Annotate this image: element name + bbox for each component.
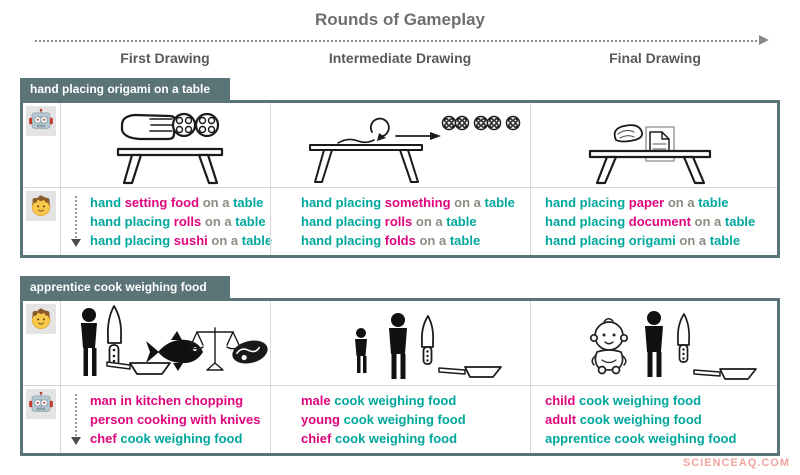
drawing-intermediate-figures-knife-pan — [270, 301, 530, 385]
guess-word: cook weighing food — [120, 431, 243, 446]
guess-line — [301, 212, 515, 231]
page-title: Rounds of Gameplay — [314, 10, 486, 29]
guess-word: on a — [202, 195, 230, 210]
section-table — [20, 100, 780, 258]
drawing-intermediate-table-unfold — [270, 103, 530, 187]
column-header-first: First Drawing — [120, 50, 210, 66]
guess-word: on a — [667, 195, 695, 210]
guess-cell-final — [530, 385, 777, 453]
guess-line — [545, 193, 755, 212]
column-header-intermediate: Intermediate Drawing — [328, 50, 472, 66]
guess-word: hand placing — [90, 233, 171, 248]
section-label: hand placing origami on a table — [20, 78, 230, 100]
guess-word: table — [709, 233, 741, 248]
guess-word: man in kitchen chopping — [90, 393, 244, 408]
guess-word: hand placing origami — [545, 233, 676, 248]
guess-word: cook weighing food — [343, 412, 466, 427]
guess-line — [90, 193, 272, 212]
guess-word: chief — [301, 431, 332, 446]
guess-word: on a — [211, 233, 239, 248]
guess-line — [545, 212, 755, 231]
drawing-first-hand-rolls-table — [60, 103, 270, 187]
guess-word: rolls — [384, 214, 413, 229]
guess-cell-first — [60, 385, 270, 453]
guess-word: something — [384, 195, 451, 210]
guess-cell-intermediate — [270, 187, 530, 255]
person-face-icon — [26, 304, 56, 334]
section-origami — [20, 78, 780, 258]
guess-line — [90, 231, 272, 250]
drawer-icon-cell — [23, 103, 60, 187]
guess-word: table — [484, 195, 515, 210]
guess-line — [545, 231, 755, 250]
guess-line — [545, 429, 736, 448]
guess-word: setting food — [124, 195, 200, 210]
guess-word: hand placing — [301, 214, 382, 229]
guess-cell-intermediate — [270, 385, 530, 453]
guess-line — [90, 410, 260, 429]
guesser-icon-cell — [23, 385, 60, 453]
guess-word: folds — [384, 233, 416, 248]
robot-face-icon — [26, 106, 56, 136]
column-header-final: Final Drawing — [609, 50, 701, 66]
guess-word: person cooking with knives — [90, 412, 261, 427]
guess-line — [90, 429, 260, 448]
guess-word: hand placing — [301, 195, 382, 210]
guess-word: hand placing — [90, 214, 171, 229]
guess-word: cook weighing food — [334, 431, 458, 446]
guess-word: on a — [679, 233, 707, 248]
guess-line — [545, 410, 736, 429]
guess-word: hand placing — [545, 195, 626, 210]
guess-word: table — [449, 233, 481, 248]
guess-word: table — [724, 214, 756, 229]
guesser-icon-cell — [23, 187, 60, 255]
section-label: apprentice cook weighing food — [20, 276, 230, 298]
guess-word: table — [233, 195, 264, 210]
guess-line — [90, 391, 260, 410]
guess-line — [301, 429, 466, 448]
guess-word: hand placing — [545, 214, 626, 229]
right-arrow-icon — [759, 35, 769, 45]
guess-word: cook weighing food — [578, 393, 702, 408]
guess-word: child — [545, 393, 576, 408]
guess-word: chef — [90, 431, 117, 446]
guess-word: hand placing — [301, 233, 382, 248]
guess-cell-final — [530, 187, 777, 255]
guess-line — [301, 391, 466, 410]
guess-word: hand — [90, 195, 122, 210]
guess-word: sushi — [173, 233, 208, 248]
guess-word: adult — [545, 412, 577, 427]
guess-word: table — [698, 195, 729, 210]
guess-word: on a — [694, 214, 722, 229]
guess-word: cook weighing food — [334, 393, 457, 408]
guess-word: on a — [415, 214, 443, 229]
timeline-dotted-arrow — [35, 40, 765, 42]
guess-line — [301, 410, 466, 429]
guess-cell-first — [60, 187, 273, 255]
drawing-final-baby-figure-knife-pan — [530, 301, 777, 385]
down-arrow-icon — [71, 394, 81, 445]
watermark: SCIENCEAQ.COM — [682, 457, 790, 469]
guess-word: table — [446, 214, 477, 229]
guess-line — [301, 193, 515, 212]
section-apprentice-cook — [20, 276, 780, 456]
guess-word: apprentice cook weighing food — [545, 431, 737, 446]
guess-word: cook weighing food — [579, 412, 702, 427]
guess-word: paper — [628, 195, 665, 210]
guess-word: table — [235, 214, 266, 229]
guess-word: on a — [419, 233, 447, 248]
guess-line — [301, 231, 515, 250]
guess-word: document — [628, 214, 691, 229]
guess-word: rolls — [173, 214, 202, 229]
person-face-icon — [26, 191, 56, 221]
guess-word: male — [301, 393, 331, 408]
robot-face-icon — [26, 389, 56, 419]
guess-word: on a — [204, 214, 232, 229]
guess-line — [545, 391, 736, 410]
down-arrow-icon — [71, 196, 81, 247]
guess-word: young — [301, 412, 340, 427]
drawing-final-hand-paper-table — [530, 103, 777, 187]
drawer-icon-cell — [23, 301, 60, 385]
guess-line — [90, 212, 272, 231]
drawing-first-cook-tools — [60, 301, 270, 385]
guess-word: table — [241, 233, 273, 248]
round-column-headers — [20, 50, 780, 66]
section-table — [20, 298, 780, 456]
guess-word: on a — [454, 195, 481, 210]
